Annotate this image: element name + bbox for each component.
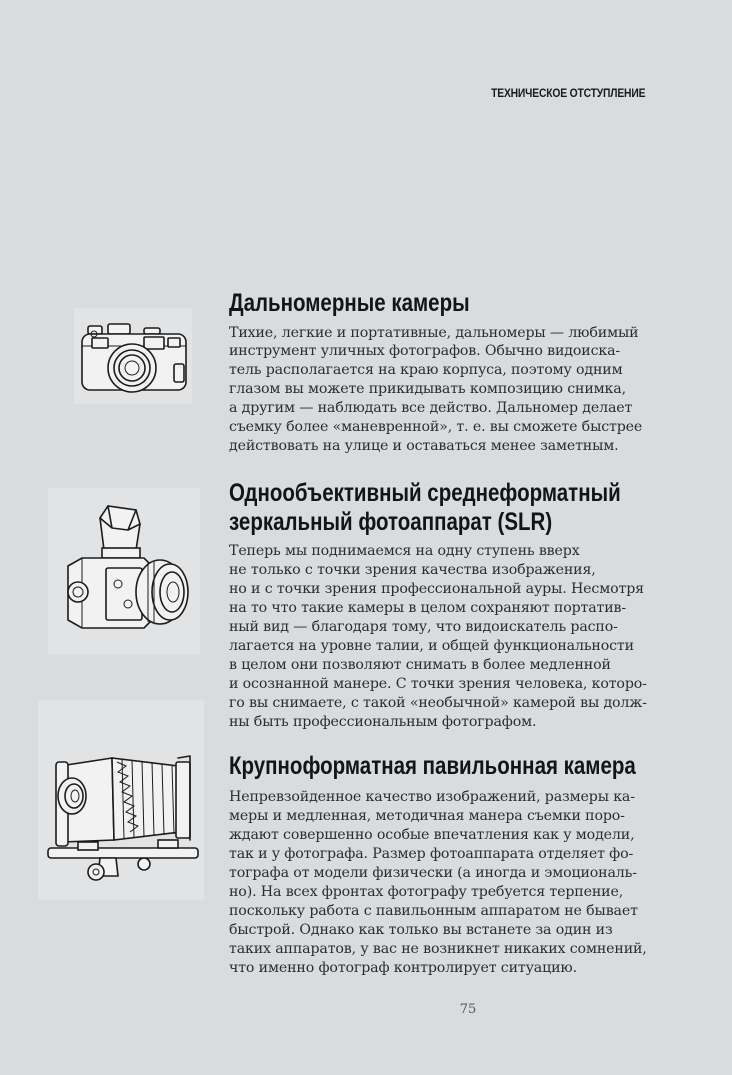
body-line: тель располагается на краю корпуса, поэтому одним	[229, 362, 623, 378]
body-line: глазом вы можете прикидывать композицию снимка,	[229, 381, 626, 397]
section-heading: Крупноформатная павильонная камера	[229, 752, 636, 780]
body-line: тографа от модели физически (а иногда и эмоциональ-	[229, 865, 637, 881]
body-line: что именно фотограф контролирует ситуацию.	[229, 960, 577, 976]
body-line: действовать на улице и оставаться менее заметным.	[229, 438, 619, 454]
running-header: ТЕХНИЧЕСКОЕ ОТСТУПЛЕНИЕ	[490, 86, 645, 100]
body-line: но). На всех фронтах фотографу требуется терпение,	[229, 884, 624, 900]
body-line: Теперь мы поднимаемся на одну ступень вверх	[229, 543, 580, 559]
body-line: инструмент уличных фотографов. Обычно видоиска-	[229, 343, 621, 359]
body-line: ждают совершенно особые впечатления как у модели,	[229, 827, 635, 843]
section-heading: зеркальный фотоаппарат (SLR)	[229, 508, 553, 536]
body-line: таких аппаратов, у вас не возникнет никаких сомнений,	[229, 941, 647, 957]
large-format-view-camera-illustration	[38, 700, 204, 900]
body-line: меры и медленная, методичная манера съемки поро-	[229, 808, 625, 824]
body-line: съемку более «маневренной», т. е. вы сможете быстрее	[229, 419, 643, 435]
body-line: так и у фотографа. Размер фотоаппарата отделяет фо-	[229, 846, 634, 862]
body-line: но и с точки зрения профессиональной ауры. Несмотря	[229, 581, 644, 597]
body-line: Тихие, легкие и портативные, дальномеры — любимый	[229, 325, 639, 341]
body-line: ны быть профессиональным фотографом.	[229, 714, 537, 730]
body-line: лагается на уровне талии, и общей функциональности	[229, 638, 634, 654]
body-line: Непревзойденное качество изображений, размеры ка-	[229, 789, 635, 805]
body-line: на то что такие камеры в целом сохраняют портатив-	[229, 600, 627, 616]
section-heading: Однообъективный среднеформатный	[229, 479, 621, 507]
section-heading: Дальномерные камеры	[229, 289, 470, 317]
page-number: 75	[459, 1002, 477, 1017]
body-line: и осознанной манере. С точки зрения человека, которо-	[229, 676, 647, 692]
rangefinder-camera-illustration	[74, 308, 192, 404]
body-line: го вы снимаете, с такой «необычной» камерой вы долж-	[229, 695, 647, 711]
body-line: в целом они позволяют снимать в более медленной	[229, 657, 611, 673]
body-line: не только с точки зрения качества изображения,	[229, 562, 596, 578]
medium-format-slr-illustration	[48, 488, 200, 654]
body-line: а другим — наблюдать все действо. Дальномер делает	[229, 400, 633, 416]
body-line: быстрой. Однако как только вы встанете за один из	[229, 922, 613, 938]
body-line: ный вид — благодаря тому, что видоискатель распо-	[229, 619, 618, 635]
body-line: поскольку работа с павильонным аппаратом не бывает	[229, 903, 638, 919]
